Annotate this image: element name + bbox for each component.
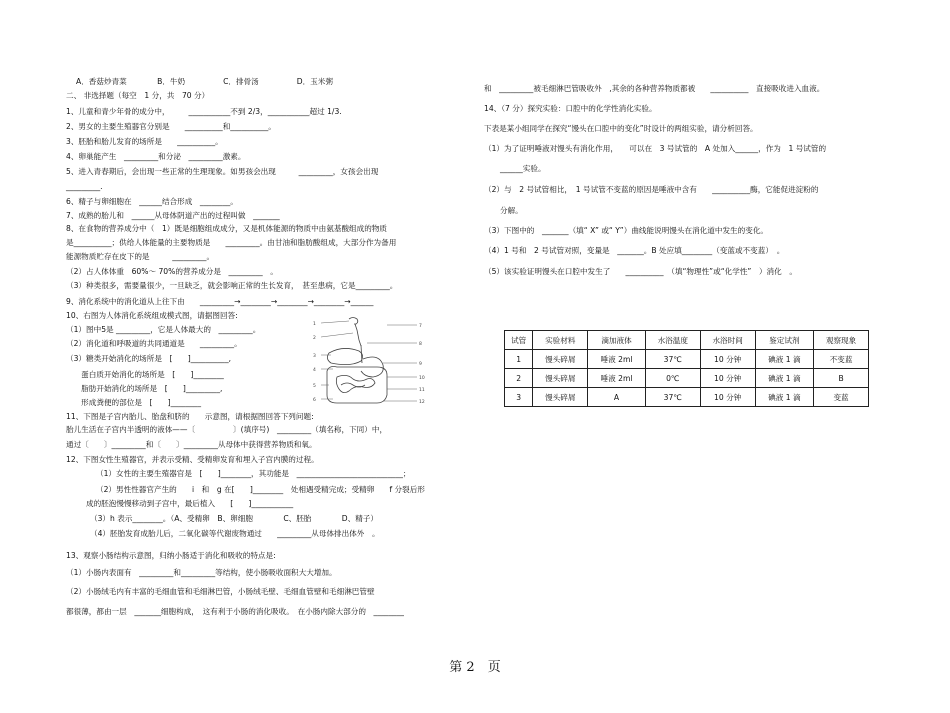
question-12-2: （2）男性性器官产生的 i 和 g 在[ ]________ 处相遇受精完成；受精卵 f 分裂后形 [96,485,425,494]
question-11-cont: 通过〔 〕_________和〔 〕_________从母体中获得营养物质和氧。 [66,440,317,449]
table-cell: 10 分钟 [700,350,755,369]
question-11: 11、下图是子宫内胎儿、胎盘和脐的 示意图，请根据图回答下列问题: [66,412,314,421]
question-8: 8、在食物的营养成分中（ 1）既是细胞组成成分，又是机体能源的物质中由氨基酸组成的物质 [66,224,388,233]
question-14-2: （2）与 2 号试管相比， 1 号试管不变蓝的原因是唾液中含有 __________酶，它能促进淀粉的 [484,185,819,194]
question-12-2-cont: 成的胚泡慢慢移动到子宫中，最后植入 [ ]___________ [86,499,294,508]
diagram-label-8: 8 [419,342,422,347]
question-14-5: （5）该实验证明馒头在口腔中发生了 __________ （填“物理性”或“化学性” ）消化 。 [484,267,797,276]
diagram-label-11: 11 [419,388,425,393]
diagram-label-9: 9 [419,362,422,367]
col-header: 实验材料 [533,331,588,350]
question-14-intro: 下表是某小组同学在探究“馒头在口腔中的变化”时设计的两组实验，请分析回答。 [484,124,758,133]
question-12-4: （4）胚胎发育成胎儿后，二氧化碳等代谢废物通过 _________从母体排出体外 。 [90,529,380,538]
question-8-2: （2）占人体体重 60%～ 70%的营养成分是 _________ 。 [66,267,278,276]
large-intestine-shape [327,367,387,404]
table-cell: 37℃ [645,350,700,369]
small-intestine-fold [341,383,365,387]
section-heading: 二、 非选择题（每空 1 分，共 70 分） [66,91,210,100]
diagram-label-10: 10 [419,376,425,381]
table-cell: 馒头碎屑 [533,388,588,407]
table-header-row [505,331,869,350]
table-cell: 37℃ [645,388,700,407]
question-9: 9、消化系统中的消化道从上往下由 _________→________→________→________→______ [66,297,374,306]
table-cell: A [588,388,646,407]
table-cell: 碘液 1 滴 [755,388,814,407]
question-13-2-cont: 都很薄，都由一层 _______细胞构成， 这有利于小肠的消化吸收。 在小肠内除大部分的 ________ [66,607,404,616]
table-cell: 10 分钟 [700,369,755,388]
col-header: 观察现象 [814,331,869,350]
question-10-2: （2）消化道和呼吸道的共同通道是 _________。 [66,339,242,348]
diagram-label-2: 2 [313,336,316,341]
table-cell: 0℃ [645,369,700,388]
page-number: 第 2 页 [449,660,501,675]
table-cell: 3 [505,388,533,407]
question-10-3: （3）糖类开始消化的场所是 [ ]__________, [66,354,232,363]
table-cell: 碘液 1 滴 [755,350,814,369]
table-cell: 碘液 1 滴 [755,369,814,388]
question-10-3c: 脂肪开始消化的场所是 [ ]_________, [66,384,223,393]
question-10: 10、右图为人体消化系统组成模式图，请据图回答: [66,311,238,320]
question-1: 1、儿童和青少年骨的成分中， ___________不到 2/3，___________超过 1/3. [66,107,342,116]
question-12: 12、下图女性生殖器官，并表示受精、受精卵发育和埋入子宫内膜的过程。 [66,455,319,464]
col-header: 试管 [505,331,533,350]
table-row [505,388,869,407]
question-5-cont: _________. [66,182,103,191]
diagram-label-1: 1 [313,322,316,327]
table-cell: 1 [505,350,533,369]
mouth-shape [349,318,358,325]
table-cell: B [814,369,869,388]
question-7: 7、成熟的胎儿和 ______从母体阴道产出的过程叫做 _______ [66,211,280,220]
table-cell: 馒头碎屑 [533,350,588,369]
question-10-3b: 蛋白质开始消化的场所是 [ ]________ [66,370,224,379]
question-3: 3、胚胎和胎儿发育的场所是 __________。 [66,137,223,146]
col-header: 水浴时间 [700,331,755,350]
diagram-label-6: 6 [313,398,316,403]
diagram-label-5: 5 [313,384,316,389]
question-8-3: （3）种类很多，需要量很少，一旦缺乏，就会影响正常的生长发育， 甚至患病，它是_________。 [66,281,398,290]
digestive-system-diagram [307,315,432,408]
pharynx-shape [355,324,361,346]
question-13: 13、观察小肠结构示意图，归纳小肠适于消化和吸收的特点是: [66,551,276,560]
table-cell: 唾液 2ml [588,369,646,388]
question-14-3: （3）下图中的 _______（填“ X” 或“ Y”）曲线能说明馒头在消化道中发生的变化。 [484,226,769,235]
q-option-line: A．香菇炒青菜 B．牛奶 C．排骨汤 D．玉米粥 [76,77,333,86]
question-14-1: （1）为了证明唾液对馒头有消化作用， 可以在 3 号试管的 A 处加入______，作为 1 号试管的 [484,144,827,153]
liver-shape [327,348,362,364]
experiment-table [504,330,869,407]
question-5: 5、进入青春期后，会出现一些正常的生理现象。如男孩会出现 _________，女孩会出现 [66,167,379,176]
question-12-1: （1）女性的主要生殖器官是 [ ]________，其功能是 ____________________________； [96,469,411,478]
question-12-3: （3）h 表示________。（A、受精卵 B、卵细胞 C、胚胎 D、精子） [90,514,378,523]
table-cell: 唾液 2ml [588,350,646,369]
question-14-4: （4）1 号和 2 号试管对照，变量是 _______。B 处应填________（变蓝或不变蓝） 。 [484,246,785,255]
diagram-label-4: 4 [313,368,316,373]
question-6: 6、精子与卵细胞在 ______结合形成 ________。 [66,197,238,206]
table-cell: 馒头碎屑 [533,369,588,388]
table-cell: 10 分钟 [700,388,755,407]
question-8-cont: 是__________；供给人体能量的主要物质是 _________。由甘油和脂肪酸组成，大部分作为备用 [66,238,397,247]
question-4: 4、卵巢能产生 _________和分泌 _________激素。 [66,152,246,161]
question-11-cont: 胎儿生活在子宫内半透明的液体——〔 〕(填序号) _________（填名称，下同）中， [66,425,388,434]
question-13-1: （1）小肠内表面有 _________和_________等结构，使小肠吸收面积大大增加。 [66,568,337,577]
question-13-cont: 和 _________被毛细淋巴管吸收外 ,其余的各种营养物质都被 __________ 直接吸收进入血液。 [484,84,825,93]
question-14-1-cont: ______实验。 [500,164,546,173]
table-cell: 变蓝 [814,388,869,407]
diagram-label-7: 7 [419,324,422,329]
question-14: 14、（7 分）探究实验：口腔中的化学性消化实验。 [484,104,657,113]
col-header: 滴加液体 [588,331,646,350]
diagram-label-3: 3 [313,354,316,359]
table-row [505,369,869,388]
col-header: 水浴温度 [645,331,700,350]
table-row [505,350,869,369]
question-14-2-cont: 分解。 [500,206,523,215]
question-13-2: （2）小肠绒毛内有丰富的毛细血管和毛细淋巴管，小肠绒毛壁、毛细血管壁和毛细淋巴管壁 [66,587,375,596]
question-10-3d: 形成粪便的部位是 [ ]________ [66,398,202,407]
diagram-label-12: 12 [419,400,425,405]
question-8-cont: 能源物质贮存在皮下的是 _________。 [66,252,215,261]
table-cell: 不变蓝 [814,350,869,369]
col-header: 鉴定试剂 [755,331,814,350]
question-10-1: （1）图中5是 _________，它是人体最大的 _________。 [66,325,261,334]
table-cell: 2 [505,369,533,388]
question-2: 2、男女的主要生殖器官分别是 __________和__________。 [66,122,276,131]
